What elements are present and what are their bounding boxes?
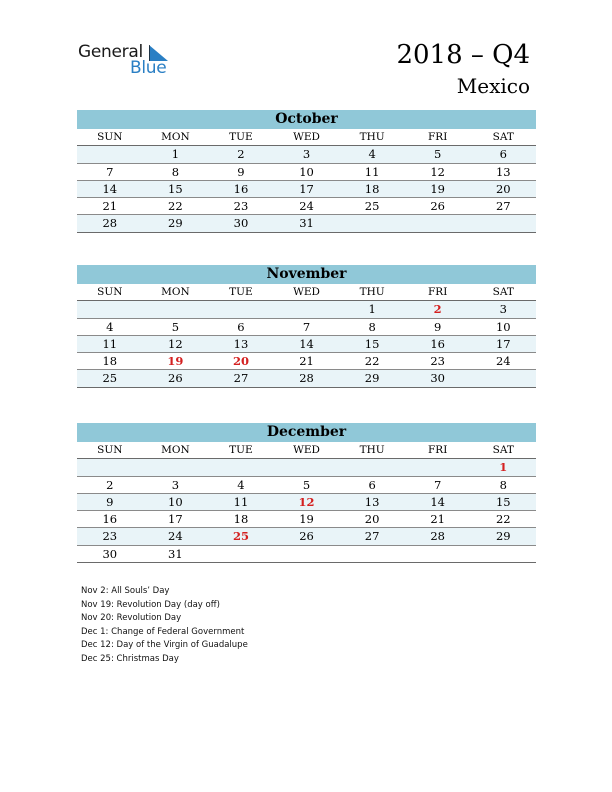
month-october <box>77 110 536 233</box>
holiday-note: Nov 20: Revolution Day <box>81 613 182 624</box>
date-cell: 2 <box>106 477 114 492</box>
date-cell <box>339 215 405 231</box>
date-cell: 16 <box>430 336 445 351</box>
week-row <box>77 181 536 198</box>
weekday-label: SUN <box>97 286 123 298</box>
weekday-label: FRI <box>428 444 448 456</box>
weekday-label: TUE <box>229 131 253 143</box>
date-cell: 28 <box>102 216 118 231</box>
date-cell: 13 <box>233 336 249 351</box>
date-cell: 16 <box>233 181 249 196</box>
weekday-label: TUE <box>229 444 253 456</box>
date-cell: 22 <box>364 354 380 369</box>
weekday-label: SAT <box>492 131 514 143</box>
date-cell <box>470 370 536 386</box>
weekday-row <box>77 284 536 301</box>
month-december <box>77 423 536 563</box>
date-cell: 1 <box>171 147 180 162</box>
date-cell: 31 <box>168 546 183 561</box>
date-cell: 23 <box>102 529 118 544</box>
date-cell: 25 <box>364 199 380 214</box>
weekday-label: TUE <box>229 286 253 298</box>
date-cell: 12 <box>430 164 445 179</box>
date-cell <box>208 459 274 475</box>
date-cell: 22 <box>168 199 183 214</box>
date-cell: 30 <box>430 371 445 386</box>
weekday-label: SUN <box>97 131 123 143</box>
date-cell <box>405 546 471 562</box>
date-cell: 18 <box>364 181 380 196</box>
date-cell: 8 <box>368 319 376 334</box>
date-cell: 22 <box>495 512 511 527</box>
date-cell: 21 <box>430 512 445 527</box>
date-cell: 26 <box>168 371 183 386</box>
page-title: 2018 – Q4 <box>396 40 530 70</box>
date-cell: 26 <box>430 199 445 214</box>
date-cell: 11 <box>102 336 118 351</box>
date-cell: 12 <box>168 336 183 351</box>
date-cell: 9 <box>237 164 245 179</box>
date-cell: 28 <box>299 371 314 386</box>
date-cell: 3 <box>171 477 180 492</box>
weekday-label: SUN <box>97 444 123 456</box>
weekday-label: SAT <box>492 286 514 298</box>
date-cell: 14 <box>430 494 445 509</box>
logo-text-general: General <box>78 42 143 62</box>
date-cell <box>339 459 405 475</box>
weekday-label: MON <box>161 131 190 143</box>
date-cell: 6 <box>237 319 245 334</box>
date-cell: 3 <box>302 147 311 162</box>
weekday-label: WED <box>293 444 320 456</box>
date-cell: 16 <box>102 512 118 527</box>
holiday-note: Dec 12: Day of the Virgin of Guadalupe <box>81 640 248 651</box>
week-row <box>77 477 536 494</box>
date-cell: 4 <box>237 477 245 492</box>
weekday-label: MON <box>161 286 190 298</box>
date-cell: 1 <box>368 302 376 317</box>
week-row <box>77 494 536 511</box>
week-row <box>77 215 536 232</box>
week-row <box>77 336 536 353</box>
date-cell: 18 <box>233 512 249 527</box>
weekday-label: FRI <box>428 131 448 143</box>
weekday-label: FRI <box>428 286 448 298</box>
weekday-label: THU <box>359 131 385 143</box>
date-cell <box>405 215 471 231</box>
date-cell: 24 <box>168 529 183 544</box>
date-cell: 29 <box>495 529 511 544</box>
holiday-date-cell: 12 <box>298 494 315 509</box>
week-row <box>77 301 536 318</box>
date-cell: 5 <box>171 319 180 334</box>
holiday-notes <box>81 585 248 667</box>
weekday-label: WED <box>293 286 320 298</box>
date-cell: 6 <box>499 147 507 162</box>
week-row <box>77 370 536 387</box>
date-cell: 30 <box>102 546 118 561</box>
date-cell: 25 <box>102 371 118 386</box>
weekday-label: THU <box>359 286 385 298</box>
date-cell: 15 <box>364 336 380 351</box>
date-cell: 5 <box>302 477 311 492</box>
date-cell: 7 <box>434 477 442 492</box>
date-cell: 19 <box>430 181 445 196</box>
date-cell: 14 <box>102 181 118 196</box>
date-cell: 4 <box>106 319 114 334</box>
date-cell: 24 <box>299 199 314 214</box>
weekday-label: MON <box>161 444 190 456</box>
month-header: December <box>77 423 536 442</box>
weekday-label: THU <box>359 444 385 456</box>
date-cell: 20 <box>495 181 511 196</box>
week-row <box>77 164 536 181</box>
date-cell: 3 <box>499 302 507 317</box>
week-row <box>77 353 536 370</box>
weekday-label: WED <box>293 131 320 143</box>
date-cell: 30 <box>233 216 249 231</box>
date-cell: 29 <box>364 371 380 386</box>
date-cell: 8 <box>171 164 180 179</box>
date-cell: 17 <box>299 181 314 196</box>
date-cell <box>405 459 471 475</box>
date-cell <box>143 459 209 475</box>
logo-text-blue: Blue <box>130 58 167 78</box>
date-cell: 10 <box>495 319 511 334</box>
date-cell: 13 <box>364 494 380 509</box>
date-cell <box>339 546 405 562</box>
holiday-date-cell: 19 <box>167 354 184 369</box>
date-cell: 17 <box>168 512 183 527</box>
date-cell: 21 <box>299 354 314 369</box>
date-cell: 10 <box>168 494 183 509</box>
date-cell <box>274 546 340 562</box>
date-cell: 21 <box>102 199 118 214</box>
date-cell: 11 <box>233 494 249 509</box>
date-cell: 24 <box>495 354 511 369</box>
date-cell <box>274 301 340 317</box>
month-november <box>77 265 536 388</box>
week-row <box>77 319 536 336</box>
date-cell: 19 <box>299 512 314 527</box>
date-cell: 27 <box>364 529 380 544</box>
date-cell <box>208 301 274 317</box>
date-cell: 11 <box>364 164 380 179</box>
date-cell: 31 <box>299 216 314 231</box>
date-cell: 27 <box>233 371 249 386</box>
holiday-note: Nov 19: Revolution Day (day off) <box>81 599 220 610</box>
date-cell: 10 <box>299 164 314 179</box>
date-cell: 23 <box>233 199 249 214</box>
date-cell: 28 <box>430 529 445 544</box>
week-row <box>77 198 536 215</box>
date-cell <box>77 301 143 317</box>
date-cell <box>470 215 536 231</box>
date-cell: 20 <box>364 512 380 527</box>
date-cell <box>208 546 274 562</box>
holiday-note: Dec 25: Christmas Day <box>81 653 179 664</box>
weekday-row <box>77 442 536 459</box>
date-cell: 15 <box>495 494 511 509</box>
date-cell: 9 <box>106 494 114 509</box>
date-cell <box>470 546 536 562</box>
date-cell: 5 <box>434 147 442 162</box>
date-cell: 17 <box>495 336 511 351</box>
date-cell <box>274 459 340 475</box>
month-header: November <box>77 265 536 284</box>
date-cell <box>77 146 143 162</box>
date-cell: 6 <box>368 477 376 492</box>
date-cell: 7 <box>106 164 114 179</box>
week-row <box>77 528 536 545</box>
weekday-label: SAT <box>492 444 514 456</box>
date-cell: 27 <box>495 199 511 214</box>
holiday-note: Nov 2: All Souls’ Day <box>81 586 170 596</box>
country-name: Mexico <box>456 74 530 98</box>
holiday-date-cell: 2 <box>433 302 442 317</box>
date-cell: 23 <box>430 354 445 369</box>
date-cell: 8 <box>499 477 507 492</box>
date-cell: 9 <box>434 319 442 334</box>
holiday-note: Dec 1: Change of Federal Government <box>81 626 245 637</box>
date-cell <box>77 459 143 475</box>
week-row <box>77 511 536 528</box>
holiday-date-cell: 20 <box>232 354 249 369</box>
logo <box>78 42 178 76</box>
date-cell: 29 <box>168 216 183 231</box>
date-cell: 26 <box>299 529 314 544</box>
week-row <box>77 546 536 563</box>
holiday-date-cell: 25 <box>232 529 249 544</box>
date-cell: 7 <box>302 319 311 334</box>
holiday-date-cell: 1 <box>499 460 508 475</box>
date-cell: 13 <box>495 164 511 179</box>
week-row <box>77 146 536 163</box>
weekday-row <box>77 129 536 146</box>
date-cell: 15 <box>168 181 183 196</box>
date-cell: 14 <box>299 336 314 351</box>
date-cell: 2 <box>237 147 245 162</box>
date-cell <box>143 301 209 317</box>
date-cell: 18 <box>102 354 118 369</box>
week-row <box>77 459 536 476</box>
date-cell: 4 <box>368 147 376 162</box>
month-header: October <box>77 110 536 129</box>
